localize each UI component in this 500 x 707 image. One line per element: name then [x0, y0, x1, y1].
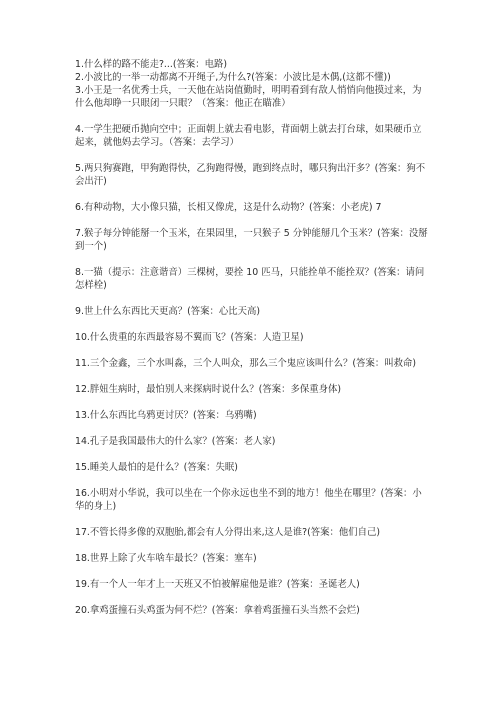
riddle-item-9: 9.世上什么东西比天更高？(答案：心比天高) [75, 306, 261, 317]
riddle-item-2: 2.小波比的一举一动都离不开绳子,为什么?(答案：小波比是木偶,(这都不懂)) [75, 72, 391, 83]
riddle-item-3: 3.小王是一名优秀士兵，一天他在站岗值勤时，明明看到有敌人悄悄向他摸过来，为什么他却睁一只眼闭一只眼？（答案：他正在瞄准） [75, 85, 422, 109]
riddle-item-18: 18.世界上除了火车啥车最长？(答案：塞车) [75, 553, 257, 564]
riddle-item-4: 4.一学生把硬币抛向空中；正面朝上就去看电影，背面朝上就去打台球，如果硬币立起来，就他妈去学习。（答案：去学习） [75, 124, 422, 148]
riddle-item-19: 19.有一个人一年才上一天班又不怕被解雇他是谁？(答案：圣诞老人) [75, 579, 360, 590]
riddle-item-6: 6.有种动物，大小像只猫，长相又像虎，这是什么动物？(答案：小老虎) 7 [75, 202, 382, 213]
riddle-item-20: 20.拿鸡蛋撞石头鸡蛋为何不烂？(答案：拿着鸡蛋撞石头当然不会烂) [75, 605, 360, 616]
riddle-item-1: 1.什么样的路不能走?...(答案：电路) [75, 59, 228, 70]
riddle-item-12: 12.胖妞生病时，最怕别人来探病时说什么？(答案：多保重身体) [75, 384, 341, 395]
riddle-item-5: 5.两只狗赛跑，甲狗跑得快，乙狗跑得慢，跑到终点时，哪只狗出汗多？(答案：狗不会出汗) [75, 163, 426, 187]
riddle-item-17: 17.不管长得多像的双胞胎,都会有人分得出来,这人是谁?(答案：他们自己) [75, 527, 381, 538]
riddle-item-7: 7.猴子每分钟能掰一个玉米，在果园里，一只猴子 5 分钟能掰几个玉米？(答案：没掰到一个) [75, 228, 428, 252]
riddle-item-10: 10.什么贵重的东西最容易不翼而飞？(答案：人造卫星) [75, 332, 304, 343]
riddle-item-13: 13.什么东西比乌鸦更讨厌？(答案：乌鸦嘴) [75, 410, 257, 421]
riddle-item-14: 14.孔子是我国最伟大的什么家？(答案：老人家) [75, 436, 276, 447]
riddle-item-16: 16.小明对小华说，我可以坐在一个你永远也坐不到的地方！他坐在哪里？(答案：小华的身上) [75, 488, 422, 512]
riddle-item-15: 15.睡美人最怕的是什么？(答案：失眠) [75, 462, 238, 473]
riddle-item-8: 8.一猫（提示：注意谐音）三棵树，要拴 10 匹马，只能拴单不能拴双？(答案：请问怎样栓) [75, 267, 425, 291]
riddle-item-11: 11.三个金鑫，三个水叫淼，三个人叫众，那么三个鬼应该叫什么？(答案：叫救命) [75, 358, 416, 369]
riddle-list [75, 58, 430, 617]
